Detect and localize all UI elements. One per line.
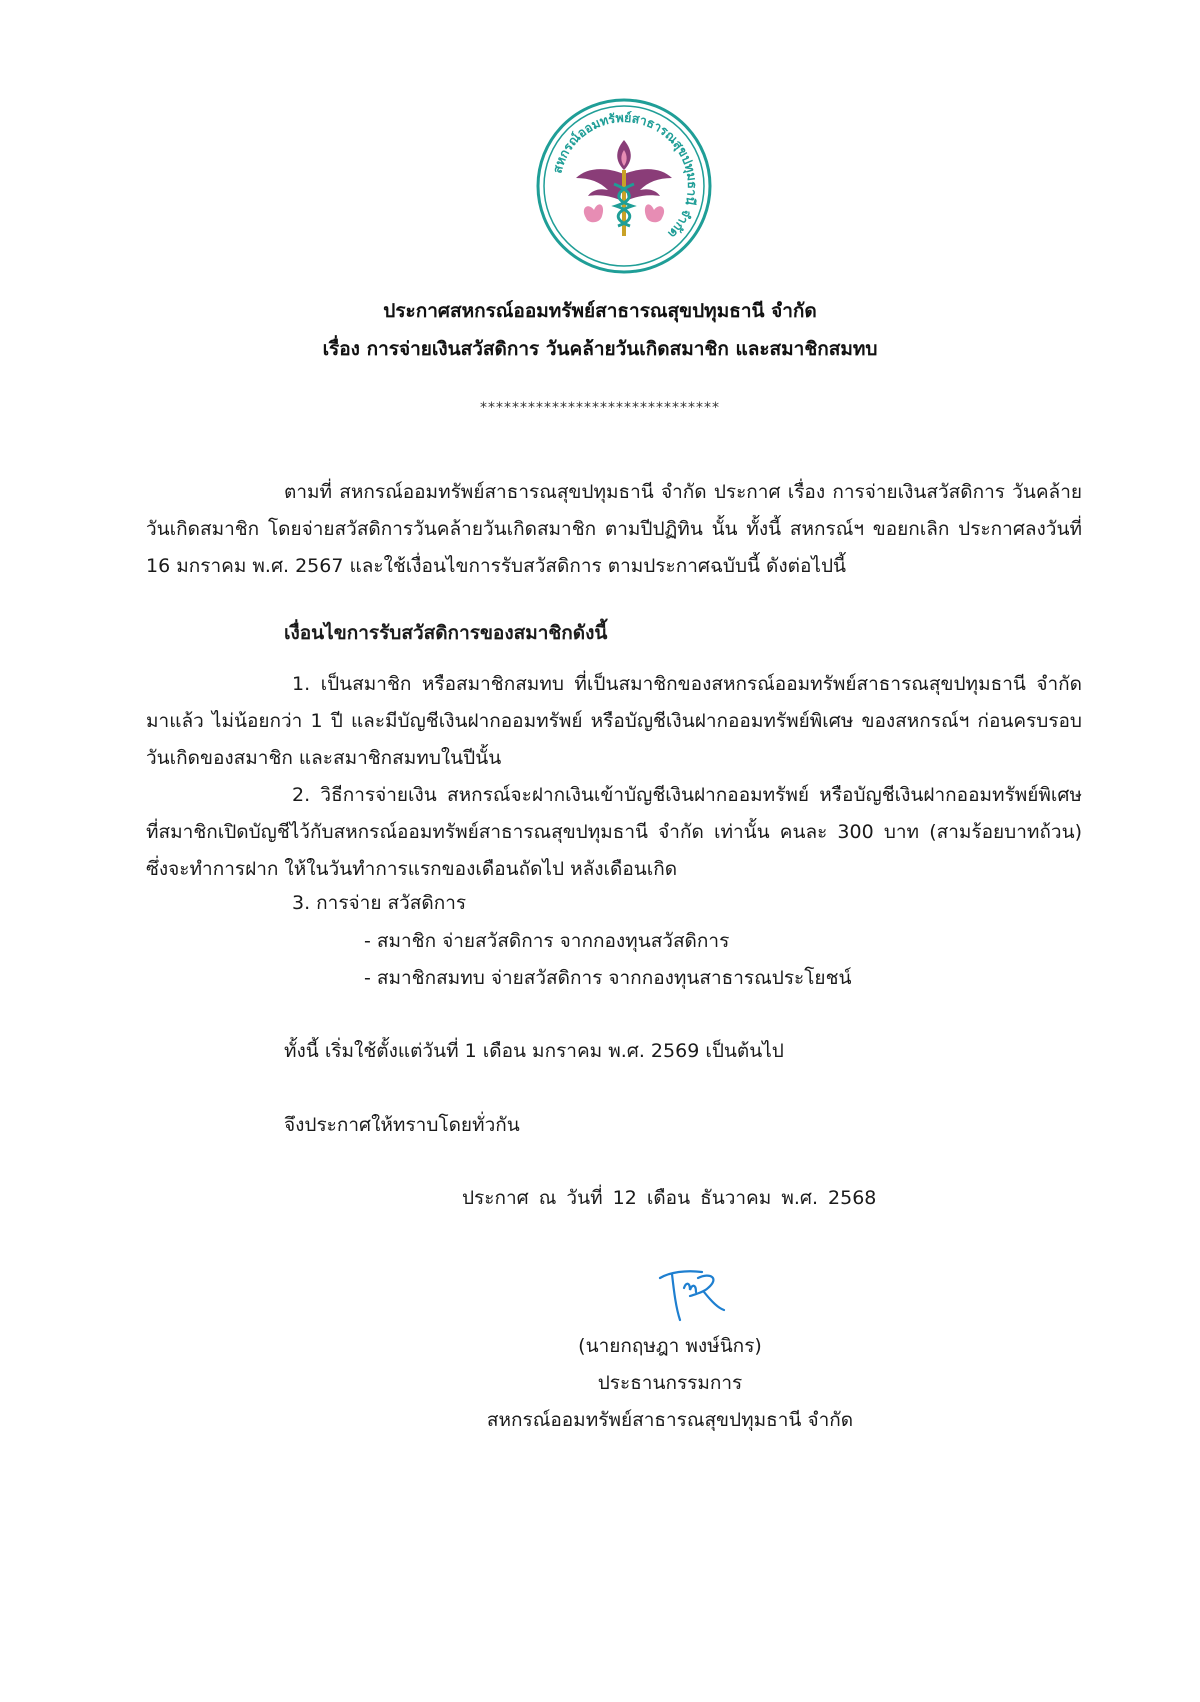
condition-item-2: 2. วิธีการจ่ายเงิน สหกรณ์จะฝากเงินเข้าบัญชีเงินฝากออมทรัพย์ หรือบัญชีเงินฝากออมทรัพย์พิเศษ ที่สมาชิกเปิดบัญชีไว้กับสหกรณ์ออมทรัพย์สาธารณสุขปทุมธานี จำกัด เท่านั้น คนละ 300 บาท (สามร้อยบาทถ้วน) ซึ่งจะทำการฝาก ให้ในวันทำการแรกของเดือนถัดไป หลังเดือนเกิด <box>146 784 1082 880</box>
svg-text:สหกรณ์ออมทรัพย์สาธารณสุขปทุมธา: สหกรณ์ออมทรัพย์สาธารณสุขปทุมธานี จำกัด <box>549 109 701 242</box>
announce-statement: จึงประกาศให้ทราบโดยทั่วกัน <box>284 1114 520 1136</box>
condition-3-subitem: - สมาชิกสมทบ จ่ายสวัสดิการ จากกองทุนสาธารณประโยชน์ <box>364 967 852 989</box>
signatory-position: ประธานกรรมการ <box>597 1372 743 1394</box>
handwritten-signature <box>650 1258 730 1328</box>
asterisk-separator: ****************************** <box>480 400 720 416</box>
cooperative-seal-logo <box>534 96 714 276</box>
condition-item-3: 3. การจ่าย สวัสดิการ <box>292 892 467 914</box>
intro-paragraph: ตามที่ สหกรณ์ออมทรัพย์สาธารณสุขปทุมธานี จำกัด ประกาศ เรื่อง การจ่ายเงินสวัสดิการ วันคล้ายวันเกิดสมาชิก โดยจ่ายสวัสดิการวันคล้ายวันเกิดสมาชิก ตามปีปฏิทิน นั้น ทั้งนี้ สหกรณ์ฯ ขอยกเลิก ประกาศลงวันที่ 16 มกราคม พ.ศ. 2567 และใช้เงื่อนไขการรับสวัสดิการ ตามประกาศฉบับนี้ ดังต่อไปนี้ <box>146 481 1082 577</box>
condition-3-subitem: - สมาชิก จ่ายสวัสดิการ จากกองทุนสวัสดิการ <box>364 930 730 952</box>
announcement-subject: เรื่อง การจ่ายเงินสวัสดิการ วันคล้ายวันเกิดสมาชิก และสมาชิกสมทบ <box>322 338 878 360</box>
signatory-name: (นายกฤษฎา พงษ์นิกร) <box>578 1335 762 1357</box>
effective-date-statement: ทั้งนี้ เริ่มใช้ตั้งแต่วันที่ 1 เดือน มกราคม พ.ศ. 2569 เป็นต้นไป <box>284 1040 784 1062</box>
announcement-date: ประกาศ ณ วันที่ 12 เดือน ธันวาคม พ.ศ. 2568 <box>462 1187 877 1209</box>
signatory-organization: สหกรณ์ออมทรัพย์สาธารณสุขปทุมธานี จำกัด <box>486 1409 854 1431</box>
announcement-title: ประกาศสหกรณ์ออมทรัพย์สาธารณสุขปทุมธานี จำกัด <box>383 300 817 322</box>
conditions-heading: เงื่อนไขการรับสวัสดิการของสมาชิกดังนี้ <box>284 622 608 644</box>
condition-item-1: 1. เป็นสมาชิก หรือสมาชิกสมทบ ที่เป็นสมาชิกของสหกรณ์ออมทรัพย์สาธารณสุขปทุมธานี จำกัด มาแล้ว ไม่น้อยกว่า 1 ปี และมีบัญชีเงินฝากออมทรัพย์ หรือบัญชีเงินฝากออมทรัพย์พิเศษ ของสหกรณ์ฯ ก่อนครบรอบวันเกิดของสมาชิก และสมาชิกสมทบในปีนั้น <box>146 673 1082 769</box>
